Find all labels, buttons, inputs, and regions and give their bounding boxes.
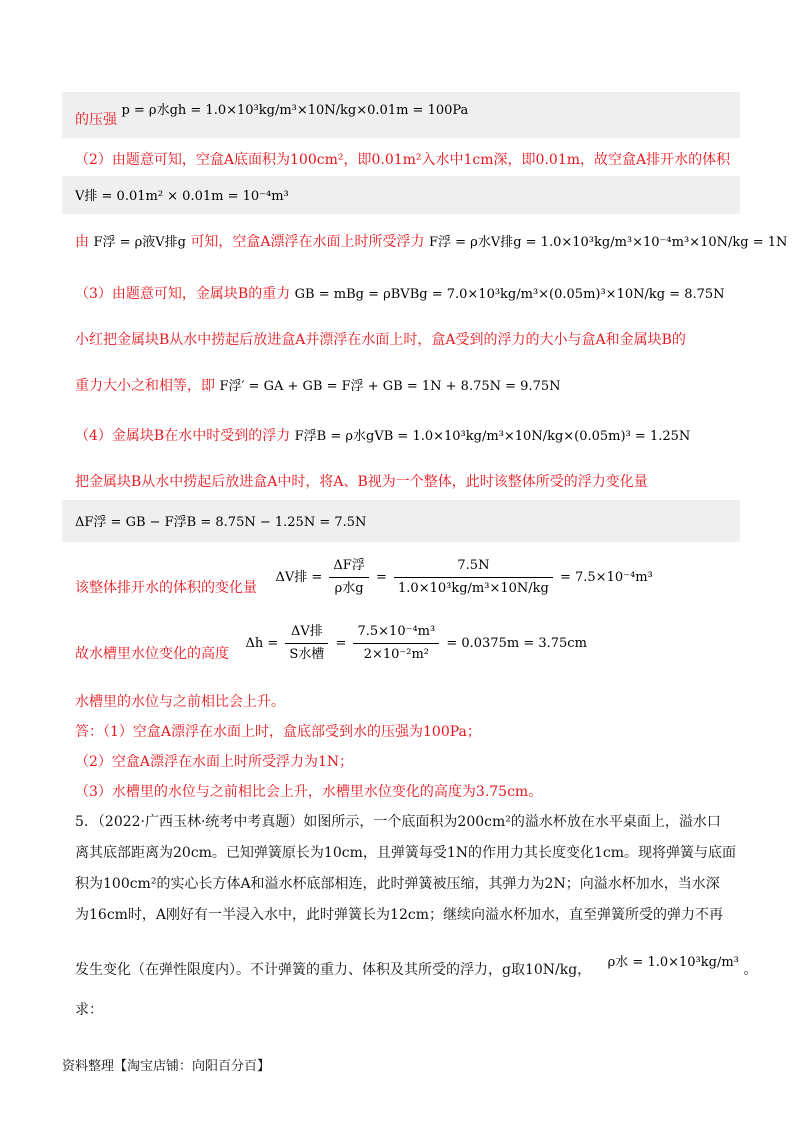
equals: = xyxy=(335,636,347,651)
formula: F浮 = ρ液V排g xyxy=(93,235,186,250)
solution-line xyxy=(75,512,366,533)
fraction xyxy=(394,556,553,599)
formula-lhs: Δh = xyxy=(245,636,279,651)
answer-line: （3）水槽里的水位与之前相比会上升，水槽里水位变化的高度为3.75cm。 xyxy=(75,784,543,800)
question-line: 为16cm时，A刚好有一半浸入水中，此时弹簧长为12cm；继续向溢水杯加水，直至弹簧所受的弹力不再 xyxy=(75,907,723,923)
page-footer: 资料整理【淘宝店铺：向阳百分百】 xyxy=(62,1059,271,1074)
solution-line xyxy=(75,232,787,253)
denominator: 2×10⁻²m² xyxy=(363,647,430,662)
formula-rhs: = 0.0375m = 3.75cm xyxy=(446,636,587,651)
text: （4）金属块B在水中时受到的浮力 xyxy=(75,428,291,444)
solution-line xyxy=(75,376,560,397)
fraction xyxy=(329,556,368,599)
formula: F浮′ = GA + GB = F浮 + GB = 1N + 8.75N = 9.75N xyxy=(219,379,561,394)
formula: GB = mBg = ρBVBg = 7.0×10³kg/m³×(0.05m)³×10N/kg = 8.75N xyxy=(294,287,725,302)
solution-line xyxy=(75,426,690,447)
question-line: 求： xyxy=(75,1002,103,1018)
solution-line xyxy=(75,556,653,599)
question-line: 积为100cm²的实心长方体A和溢水杯底部相连，此时弹簧被压缩，其弹力为2N；向溢水杯加水，当水深 xyxy=(75,876,720,892)
formula xyxy=(245,622,586,665)
text: 该整体排开水的体积的变化量 xyxy=(75,580,257,596)
formula: ΔF浮 = GB − F浮B = 8.75N − 1.25N = 7.5N xyxy=(75,515,367,530)
formula: V排 = 0.01m² × 0.01m = 10⁻⁴m³ xyxy=(75,189,289,204)
question-line xyxy=(75,955,758,981)
text: 由 xyxy=(75,234,89,250)
text: 发生变化（在弹性限度内）。不计弹簧的重力、体积及其所受的浮力，g取10N/kg， xyxy=(75,962,592,978)
formula-lhs: ΔV排 = xyxy=(275,570,323,585)
solution-line xyxy=(75,186,289,207)
equals: = xyxy=(375,570,387,585)
solution-line: 小红把金属块B从水中捞起后放进盒A并漂浮在水面上时，盒A受到的浮力的大小与盒A和金属块B的 xyxy=(75,332,686,348)
answer-line: 答：（1）空盒A漂浮在水面上时，盒底部受到水的压强为100Pa； xyxy=(75,724,481,740)
formula xyxy=(275,556,652,599)
solution-line xyxy=(75,622,587,665)
denominator: 1.0×10³kg/m³×10N/kg xyxy=(398,581,549,596)
text: 重力大小之和相等，即 xyxy=(75,378,215,394)
text: 故水槽里水位变化的高度 xyxy=(75,646,229,662)
formula: F浮 = ρ水V排g = 1.0×10³kg/m³×10⁻⁴m³×10N/kg = 1N xyxy=(429,235,788,250)
text: 。 xyxy=(743,962,758,978)
numerator: ΔV排 xyxy=(285,622,328,644)
solution-line: （2）由题意可知，空盒A底面积为100cm²，即0.01m²入水中1cm深，即0.01m，故空盒A排开水的体积 xyxy=(75,152,731,168)
fraction xyxy=(285,622,328,665)
solution-line xyxy=(75,284,725,305)
question-line: 离其底部距离为20cm。已知弹簧原长为10cm，且弹簧每受1N的作用力其长度变化1cm。现将弹簧与底面 xyxy=(75,845,737,861)
formula-rhs: = 7.5×10⁻⁴m³ xyxy=(559,570,653,585)
text: 可知，空盒A漂浮在水面上时所受浮力 xyxy=(190,234,425,250)
numerator: 7.5N xyxy=(394,556,553,578)
numerator: ΔF浮 xyxy=(329,556,368,578)
question-line: 5．（2022·广西玉林·统考中考真题）如图所示，一个底面积为200cm²的溢水杯放在水平桌面上，溢水口 xyxy=(75,814,721,830)
denominator: S水槽 xyxy=(289,647,325,662)
formula: p = ρ水gh = 1.0×10³kg/m³×10N/kg×0.01m = 100Pa xyxy=(121,103,469,118)
solution-line xyxy=(75,103,469,131)
formula: F浮B = ρ水gVB = 1.0×10³kg/m³×10N/kg×(0.05m)³ = 1.25N xyxy=(294,429,691,444)
numerator: 7.5×10⁻⁴m³ xyxy=(353,622,439,644)
text: 的压强 xyxy=(75,112,117,128)
answer-line: （2）空盒A漂浮在水面上时所受浮力为1N； xyxy=(75,754,354,770)
solution-line: 把金属块B从水中捞起后放进盒A中时，将A、B视为一个整体，此时该整体所受的浮力变化量 xyxy=(75,474,648,490)
fraction xyxy=(353,622,439,665)
formula: ρ水 = 1.0×10³kg/m³ xyxy=(607,955,739,970)
text: （3）由题意可知，金属块B的重力 xyxy=(75,286,291,302)
denominator: ρ水g xyxy=(334,581,364,596)
solution-line: 水槽里的水位与之前相比会上升。 xyxy=(75,694,285,710)
